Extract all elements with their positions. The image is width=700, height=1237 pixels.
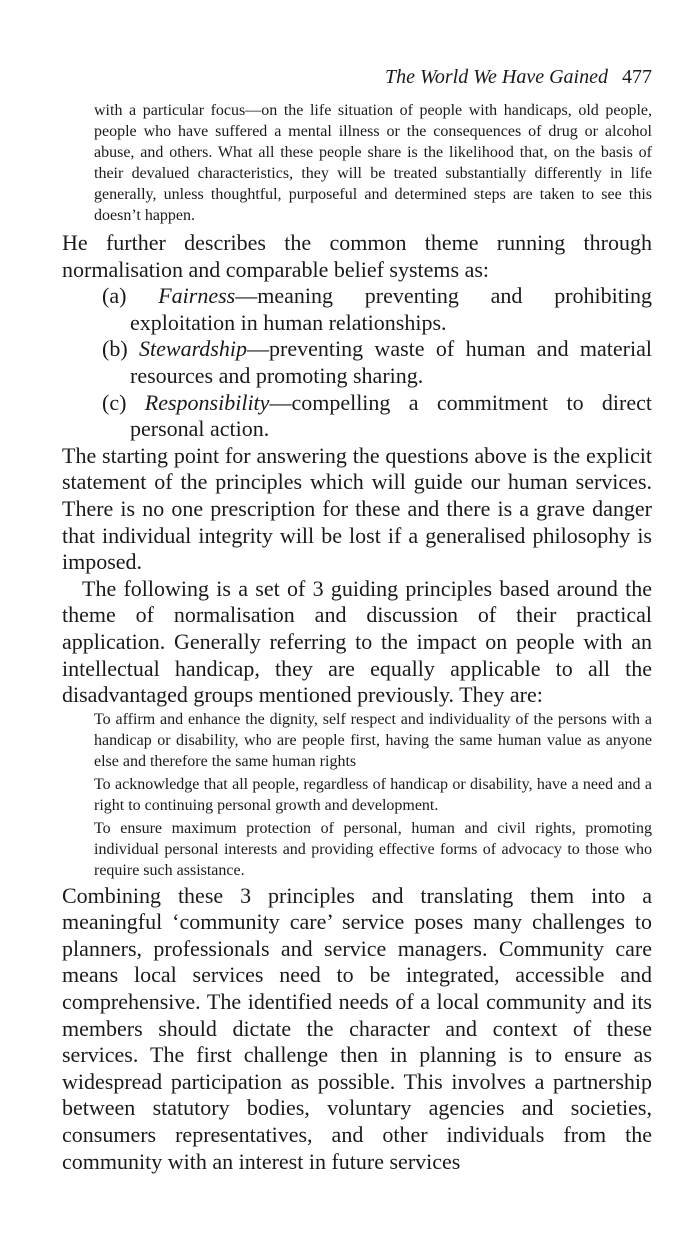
list-item-fairness: (a) Fairness—meaning preventing and prohibiting exploitation in human relationships.	[102, 283, 653, 335]
intro-block-quote: with a particular focus—on the life situation of people with handicaps, old people, people who have suffered a mental illness or the consequences of drug or alcohol abuse, and others. What all these people share is the likelihood that, on the basis of their devalued characteristics, they will be treated substantially differently in life generally, unless thoughtful, purposeful and determined steps are taken to see this doesn’t happen.	[94, 102, 652, 224]
paragraph-starting-point: The starting point for answering the questions above is the explicit statement of the principles which will guide our human services. There is no one prescription for these and there is a grave danger that individual integrity will be lost if a generalised philosophy is imposed.	[62, 442, 652, 575]
principle-growth: To acknowledge that all people, regardless of handicap or disability, have a need and a right to continuing personal growth and development.	[94, 775, 652, 814]
running-title: The World We Have Gained	[385, 66, 608, 88]
belief-systems-list	[62, 283, 652, 443]
list-item-responsibility: (c) Responsibility—compelling a commitment to direct personal action.	[102, 389, 653, 442]
principle-rights: To ensure maximum protection of personal, human and civil rights, promoting individual personal interests and providing effective forms of advocacy to those who require such assistance.	[94, 819, 652, 879]
page-number: 477	[622, 66, 652, 88]
running-header	[385, 66, 652, 89]
principles-block-quote	[62, 709, 652, 881]
principle-dignity: To affirm and enhance the dignity, self respect and individuality of the persons with a handicap or disability, who are people first, having the same human value as anyone else and therefore the same human rights	[94, 710, 652, 770]
list-item-stewardship: (b) Stewardship—preventing waste of human and material resources and promoting sharing.	[102, 336, 652, 388]
paragraph-common-theme: He further describes the common theme running through normalisation and comparable belief systems as:	[62, 230, 652, 282]
paragraph-community-care: Combining these 3 principles and translating them into a meaningful ‘community care’ service poses many challenges to planners, professionals and service managers. Community care means local services need to be integrated, accessible and comprehensive. The identified needs of a local community and its members should dictate the character and context of these services. The first challenge then in planning is to ensure as widespread participation as possible. This involves a partnership between statutory bodies, voluntary agencies and societies, consumers representatives, and other individuals from the community with an interest in future services	[62, 882, 652, 1174]
page-body	[62, 100, 652, 1175]
paragraph-guiding-principles: The following is a set of 3 guiding principles based around the theme of normalisation and discussion of their practical application. Generally referring to the impact on people with an intellectual handicap, they are equally applicable to all the disadvantaged groups mentioned previously. They are:	[62, 575, 652, 708]
